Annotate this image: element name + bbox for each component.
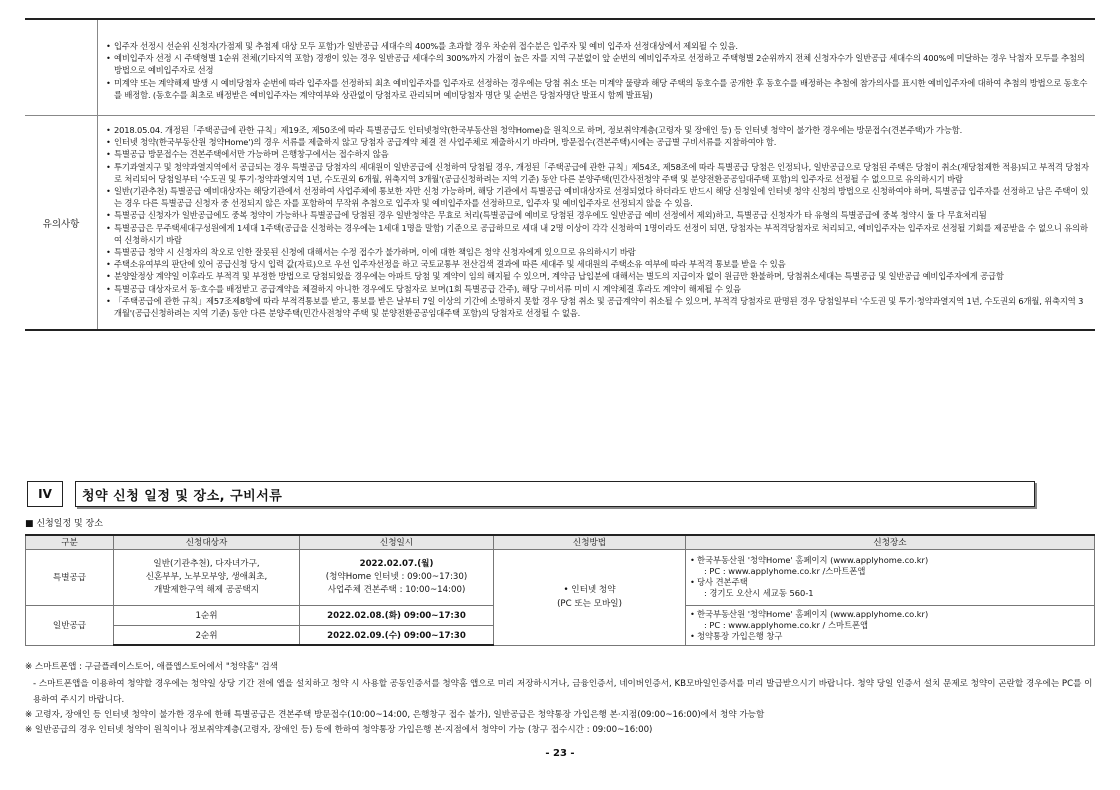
subheading: ■ 신청일정 및 장소 <box>25 519 103 529</box>
special-date-line: (청약Home 인터넷 : 09:00~17:30) <box>325 571 468 582</box>
special-targets <box>114 549 300 605</box>
general-places <box>686 605 1095 645</box>
special-target-line: 신혼부부, 노부모부양, 생애최초, <box>145 571 268 582</box>
cautions-label: 유의사항 <box>25 116 98 329</box>
header-date: 신청일시 <box>300 535 494 549</box>
reserve-note-item: • 입주자 선정시 선순위 신청자(가점제 및 추첨제 대상 모두 포함)가 일반공급 세대수의 400%를 초과할 경우 차순위 접수분은 입주자 및 예비 입주자 선정대상에서 제외될 수 있음. <box>106 40 1089 52</box>
rank2-date: 2022.02.09.(수) 09:00~17:30 <box>300 625 494 645</box>
special-places <box>686 549 1095 605</box>
special-date-line: 사업주체 견본주택 : 10:00~14:00) <box>327 584 466 595</box>
notes-body-cautions <box>98 116 1095 329</box>
special-type: 특별공급 <box>26 549 114 605</box>
header-category: 구분 <box>26 535 114 549</box>
caution-item: • 주택소유여부의 판단에 있어 공급신청 당시 입력 값(자료)으로 우선 입주자선정을 하고 국토교통부 전산검색 결과에 따른 세대주 및 세대원의 주택소유 여부에 따라 부적격 통보를 받을 수 있음 <box>106 258 1089 270</box>
caution-item: • 특별공급 신청자가 일반공급에도 중복 청약이 가능하나 특별공급에 당첨된 경우 일반청약은 무효로 처리(특별공급에 예비로 당첨된 경우에도 일반공급 예비 선정에서 제외)하고, 특별공급 신청자가 타 유형의 특별공급에 중복 청약시 둘 다 무효처리됨 <box>106 209 1089 221</box>
apply-method <box>494 549 686 645</box>
rank1-date: 2022.02.08.(화) 09:00~17:30 <box>300 605 494 625</box>
notes-label-empty <box>25 20 98 115</box>
cautions-list <box>106 124 1089 319</box>
header-place: 신청장소 <box>686 535 1095 549</box>
caution-item: • 분양알정상 계약일 이후라도 부적격 및 부정한 방법으로 당첨되었을 경우에는 아파트 당첨 및 계약이 임의 해지될 수 있으며, 계약금 납입분에 대해서는 별도의 지급이자 없이 원금만 환불하며, 당첨취소세대는 특별공급 및 일반공급 예비입주자에게 공급함 <box>106 270 1089 282</box>
footnote-app-usage: - 스마트폰앱을 이용하여 청약할 경우에는 청약일 상당 기간 전에 앱을 설치하고 청약 시 사용할 공동인증서를 청약홈 앱으로 미리 저장하시거나, 금융인증서, 네이버인증서, KB모바일인증서를 미리 발급받으시기 바랍니다. 청약 당일 인증서 설치 문제로 청약이 곤란할 경우에는 PC를 이용하여 주시기 바랍니다. <box>33 678 1093 705</box>
footnote-elderly: ※ 고령자, 장애인 등 인터넷 청약이 불가한 경우에 한해 특별공급은 견본주택 방문접수(10:00~14:00, 은행창구 접수 불가), 일반공급은 청약통장 가입은행 본·지점(09:00~16:00)에서 청약 가능함 <box>25 709 765 720</box>
place-item: : 경기도 오산시 세교동 560-1 <box>704 588 814 598</box>
rank1-label: 1순위 <box>114 605 300 625</box>
place-item: • 청약통장 가입은행 창구 <box>690 631 1094 642</box>
place-item: : PC : www.applyhome.co.kr /스마트폰앱 <box>704 566 866 576</box>
caution-item: • 「주택공급에 관한 규칙」제57조제8항에 따라 부적격통보를 받고, 통보를 받은 날부터 7일 이상의 기간에 소명하지 못할 경우 당첨 취소 및 공급계약이 취소될 수 있으며, 부적격 당첨자로 판명된 경우 당첨일부터 '수도권 및 투기·청약과열지역 1년, 수도권외 6개월, 위축지역 3개월'(공급신청하려는 지역 기준) 동안 다른 분양주택(민간사전청약 주택 및 분양전환공공임대주택 포함)의 당첨자로 선정될 수 없음. <box>106 295 1089 319</box>
caution-item: • 특별공급 방문접수는 견본주택에서만 가능하며 은행창구에서는 접수하지 않음 <box>106 148 1089 160</box>
general-type: 일반공급 <box>26 605 114 645</box>
method-line: • 인터넷 청약 <box>563 585 616 595</box>
footnote-smartphone-app: ※ 스마트폰앱 : 구글플레이스토어, 애플앱스토어에서 "청약홈" 검색 <box>25 662 278 672</box>
place-item: • 한국부동산원 '청약Home' 홈페이지 (www.applyhome.co.kr) <box>690 555 1094 566</box>
header-target: 신청대상자 <box>114 535 300 549</box>
caution-item: • 특별공급은 무주택세대구성원에게 1세대 1주택(공급을 신청하는 경우에는 1세대 1명을 말함) 기준으로 공급하므로 세대 내 2명 이상이 각각 신청하여 1명이라도 선정이 되면, 당첨자는 부적격당첨자로 처리되고, 예비입주자는 입주자로 선정될 기회를 제공받을 수 없으니 유의하여 신청하시기 바람 <box>106 222 1089 246</box>
special-target-line: 일반(기관추천), 다자녀가구, <box>153 558 260 569</box>
caution-item: • 투기과열지구 및 청약과열지역에서 공급되는 경우 특별공급 당첨자의 세대원이 일반공급에 신청하여 당첨될 경우, 개정된「주택공급에 관한 규칙」제54조, 제58조에 따라 특별공급 당첨은 인정되나, 일반공급으로 당첨된 주택은 당첨이 취소(재당첨제한 적용)되고 부적격 당첨자로 처리되어 당첨일부터 '수도권 및 투기·청약과열지역 1년, 수도권외 6개월, 위축지역 3개월'(공급신청하려는 지역 기준) 동안 다른 분양주택(민간사전청약 주택 및 분양전환공공임대주택 포함)의 입주자로 선정될 수 없으므로 유의하시기 바람 <box>106 161 1089 185</box>
special-place-list <box>690 555 1094 599</box>
section-header <box>27 481 1035 507</box>
place-item: : PC : www.applyhome.co.kr / 스마트폰앱 <box>704 619 869 630</box>
reserve-note-item: • 예비입주자 선정 시 주택형별 1순위 전체(기타지역 포함) 경쟁이 있는 경우 일반공급 세대수의 300%까지 가점이 높은 자를 지역 구분없이 앞 순번의 예비입주자로 선정하고 주택형별 2순위까지 전체 신청자수가 일반공급 세대수의 400%에 미달하는 경우 낙첨자 모두를 추첨의 방법으로 예비입주자로 선정 <box>106 52 1089 76</box>
general-place-list <box>690 609 1094 642</box>
caution-item: • 2018.05.04. 개정된「주택공급에 관한 규칙」제19조, 제50조에 따라 특별공급도 인터넷청약(한국부동산원 청약Home)을 원칙으로 하며, 정보취약계층(고령자 및 장애인 등) 등 인터넷 청약이 불가한 경우에는 방문접수(견본주택)가 가능함. <box>106 124 1089 136</box>
notes-table <box>25 18 1095 331</box>
reserve-note-item: • 미계약 또는 계약해제 발생 시 예비당첨자 순번에 따라 입주자를 선정하되 최초 예비입주자를 입주자로 선정하는 경우에는 당첨 취소 또는 미계약 물량과 해당 주택의 동호수를 공개한 후 동호수를 배정하는 추첨에 참가의사를 표시한 예비입주자에 대하여 추첨의 방법으로 동호수를 배정함. (동호수를 최초로 배정받은 예비입주자는 계약여부와 상관없이 당첨자로 관리되며 예비당첨자 명단 및 순번은 당첨자명단 발표시 함께 발표됨) <box>106 77 1089 101</box>
schedule-table <box>25 534 1095 646</box>
page-number: - 23 - <box>545 748 575 759</box>
place-item: • 한국부동산원 '청약Home' 홈페이지 (www.applyhome.co.kr) <box>690 609 1094 620</box>
notes-row-reserve <box>25 20 1095 115</box>
section-title: 청약 신청 일정 및 장소, 구비서류 <box>75 481 1035 507</box>
special-date <box>300 549 494 605</box>
special-target-line: 개발제한구역 해제 공공택지 <box>153 584 260 595</box>
special-date-main: 2022.02.07.(월) <box>359 558 434 569</box>
place-item: • 당사 견본주택 <box>690 577 1094 588</box>
notes-row-cautions <box>25 115 1095 329</box>
special-supply-row <box>26 549 1095 605</box>
method-line: (PC 또는 모바일) <box>557 599 622 609</box>
footnotes <box>25 660 1095 739</box>
rank2-label: 2순위 <box>114 625 300 645</box>
caution-item: • 특별공급 청약 시 신청자의 착오로 인한 잘못된 신청에 대해서는 수정 접수가 불가하며, 이에 대한 책임은 청약 신청자에게 있으므로 유의하시기 바람 <box>106 246 1089 258</box>
caution-item: • 일반(기관추천) 특별공급 예비대상자는 해당기관에서 선정하여 사업주체에 통보한 자만 신청 가능하며, 해당 기관에서 특별공급 예비대상자로 선정되었다 하더라도 반드시 해당 신청일에 인터넷 청약 신청의 방법으로 신청하여야 하며, 특별공급 입주자를 선정하고 남은 주택이 있는 경우 다른 특별공급 신청자 중 선정되지 않은 자를 포함하여 무작위 추첨으로 입주자 및 예비입주자를 선정하므로, 입주자 및 예비입주자로 선정되지 않을 수 있음. <box>106 185 1089 209</box>
header-method: 신청방법 <box>494 535 686 549</box>
notes-body-reserve <box>98 20 1095 115</box>
reserve-notes-list <box>106 40 1089 101</box>
footnote-general-supply: ※ 일반공급의 경우 인터넷 청약이 원칙이나 정보취약계층(고령자, 장애인 등) 등에 한하여 청약통장 가입은행 본·지점에서 청약이 가능 (창구 접수시간 : 09:00~16:00) <box>25 725 653 735</box>
caution-item: • 인터넷 청약(한국부동산원 청약Home')의 경우 서류를 제출하지 않고 당첨자 공급계약 체결 전 사업주체로 제출하시기 바라며, 방문접수(견본주택)시에는 공급별 구비서류를 지참하여야 함. <box>106 136 1089 148</box>
schedule-header-row <box>26 535 1095 549</box>
section-number: IV <box>27 481 63 507</box>
caution-item: • 특별공급 대상자로서 동·호수를 배정받고 공급계약을 체결하지 아니한 경우에도 당첨자로 보며(1회 특별공급 간주), 해당 구비서류 미비 시 계약체결 후라도 계약이 해제될 수 있음 <box>106 283 1089 295</box>
